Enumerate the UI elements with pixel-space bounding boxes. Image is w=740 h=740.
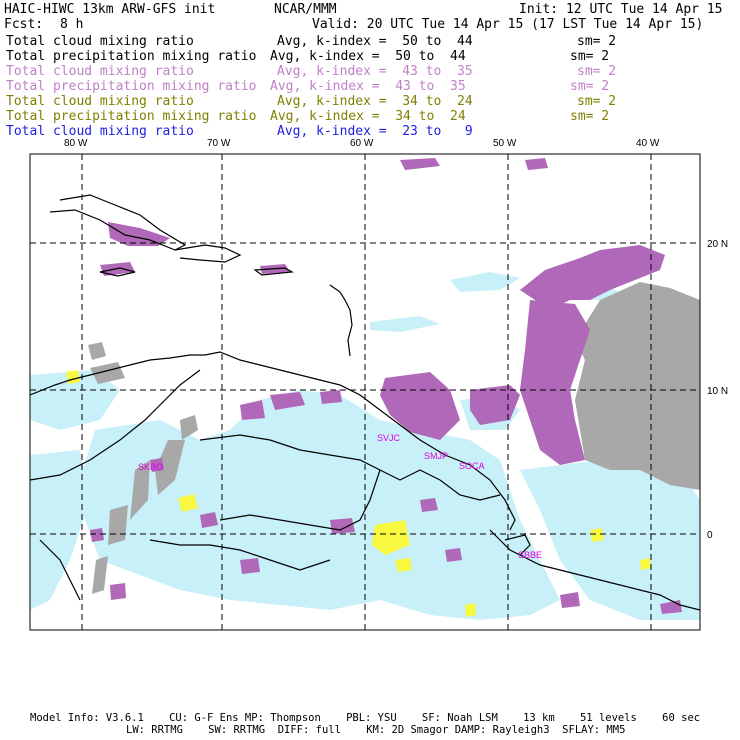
legend-field-name: Total precipitation mixing ratio: [6, 79, 257, 94]
legend-field-name: Total cloud mixing ratio: [6, 94, 194, 109]
legend-field-smooth: sm= 2: [570, 109, 610, 124]
init-time: Init: 12 UTC Tue 14 Apr 15: [519, 2, 723, 17]
lat-label-20n: 20 N: [707, 239, 729, 250]
lon-label-70w: 70 W: [207, 138, 231, 149]
station-label-soca: SOCA: [459, 461, 485, 471]
legend-field-smooth: sm= 2: [577, 34, 617, 49]
legend-field-name: Total precipitation mixing ratio: [6, 109, 257, 124]
legend-field-smooth: sm= 2: [570, 49, 610, 64]
legend-field-smooth: sm= 2: [577, 64, 617, 79]
valid-time: Valid: 20 UTC Tue 14 Apr 15 (17 LST Tue 14 Apr 15): [312, 17, 704, 32]
legend-field-range: Avg, k-index = 43 to 35: [270, 79, 466, 94]
legend-field-smooth: sm= 2: [577, 94, 617, 109]
legend-field-name: Total cloud mixing ratio: [6, 124, 194, 139]
model-title: HAIC-HIWC 13km ARW-GFS init: [4, 2, 216, 17]
legend-field-range: Avg, k-index = 50 to 44: [270, 49, 466, 64]
model-info-line-2: LW: RRTMG SW: RRTMG DIFF: full KM: 2D Smagor DAMP: Rayleigh3 SFLAY: MM5: [126, 724, 626, 736]
legend-field-name: Total cloud mixing ratio: [6, 34, 194, 49]
legend-field-range: Avg, k-index = 43 to 35: [277, 64, 473, 79]
model-info-line-1: Model Info: V3.6.1 CU: G-F Ens MP: Thompson PBL: YSU SF: Noah LSM 13 km 51 levels 60 sec: [30, 712, 701, 724]
lat-label-0: 0: [707, 530, 713, 541]
legend-field-range: Avg, k-index = 34 to 24: [270, 109, 466, 124]
legend-field-smooth: sm= 2: [570, 79, 610, 94]
station-label-sbbe: SBBE: [518, 550, 543, 560]
lat-label-10n: 10 N: [707, 386, 729, 397]
legend-field-name: Total cloud mixing ratio: [6, 64, 194, 79]
lon-label-60w: 60 W: [350, 138, 374, 149]
legend-field-name: Total precipitation mixing ratio: [6, 49, 257, 64]
station-label-smjp: SMJP: [424, 451, 449, 461]
station-label-svjc: SVJC: [377, 433, 401, 443]
organization-label: NCAR/MMM: [274, 2, 337, 17]
legend-field-range: Avg, k-index = 23 to 9: [277, 124, 473, 139]
lon-label-40w: 40 W: [636, 138, 660, 149]
legend-field-range: Avg, k-index = 50 to 44: [277, 34, 473, 49]
forecast-label: Fcst:: [4, 17, 44, 32]
lon-label-80w: 80 W: [64, 138, 88, 149]
lon-label-50w: 50 W: [493, 138, 517, 149]
station-label-skbo: SKBO: [138, 462, 164, 472]
legend-field-range: Avg, k-index = 34 to 24: [277, 94, 473, 109]
forecast-hour: 8 h: [60, 17, 84, 32]
